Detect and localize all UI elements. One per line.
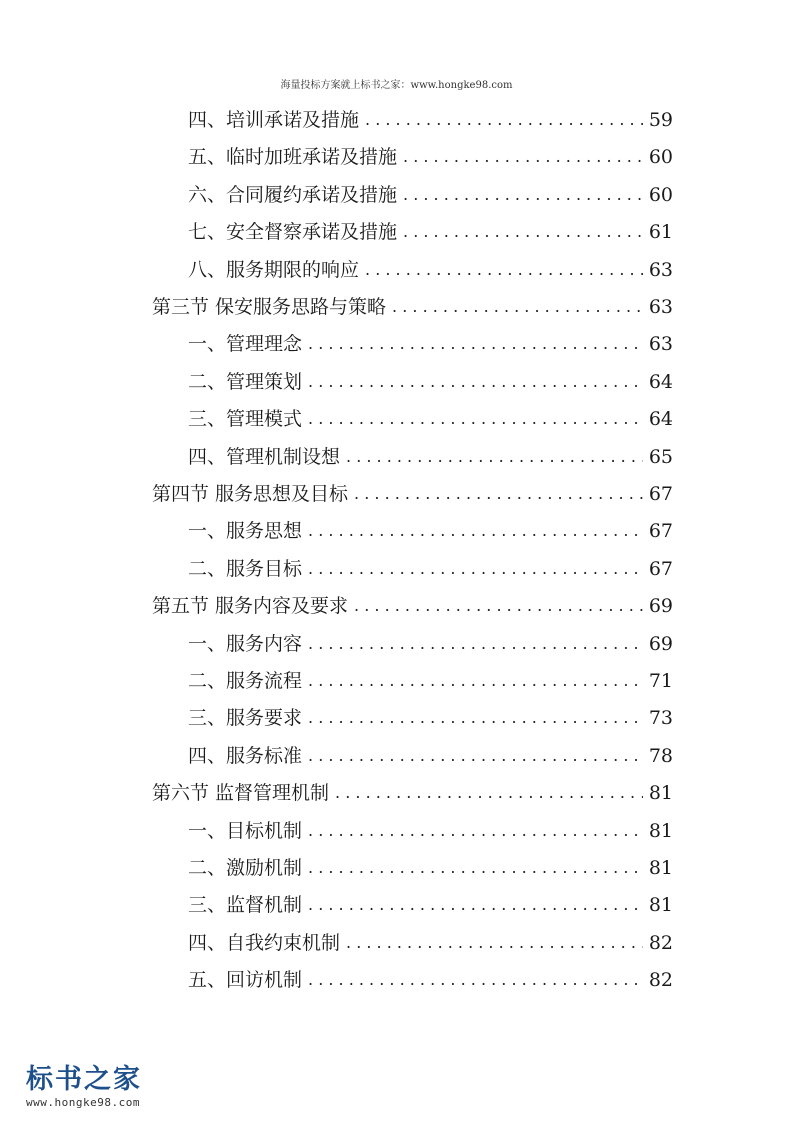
toc-entry[interactable]: [152, 477, 673, 511]
toc-dot-leader: [308, 514, 643, 548]
toc-entry-label: 四、管理机制设想: [188, 445, 341, 468]
toc-entry[interactable]: [188, 178, 673, 212]
toc-entry[interactable]: [152, 290, 673, 324]
toc-entry-page: 67: [648, 483, 673, 505]
toc-entry[interactable]: [188, 627, 673, 661]
toc-entry-page: 82: [648, 931, 673, 954]
toc-entry-page: 81: [648, 894, 673, 917]
toc-dot-leader: [335, 776, 643, 810]
toc-entry-label: 八、服务期限的响应: [188, 258, 360, 281]
toc-entry[interactable]: [188, 327, 673, 361]
toc-entry[interactable]: [188, 926, 673, 960]
toc-entry[interactable]: [188, 701, 673, 735]
toc-entry[interactable]: [152, 776, 673, 810]
toc-dot-leader: [403, 215, 643, 249]
toc-dot-leader: [308, 701, 643, 735]
toc-entry-page: 64: [648, 408, 673, 431]
toc-dot-leader: [308, 627, 643, 661]
toc-entry-label: 四、培训承诺及措施: [188, 109, 360, 131]
toc-entry-label: 第四节 服务思想及目标: [152, 483, 349, 505]
toc-entry-label: 三、监督机制: [188, 894, 303, 917]
toc-entry[interactable]: [188, 963, 673, 997]
toc-entry-page: 60: [648, 146, 673, 169]
toc-entry[interactable]: [188, 888, 673, 922]
toc-entry[interactable]: [188, 140, 673, 174]
toc-entry-label: 二、激励机制: [188, 857, 303, 879]
toc-entry-page: 60: [648, 183, 673, 206]
toc-entry-page: 81: [648, 857, 673, 879]
footer-logo: [26, 1064, 166, 1110]
toc-entry-label: 四、服务标准: [188, 744, 303, 767]
toc-dot-leader: [308, 814, 643, 848]
toc-entry-label: 第六节 监督管理机制: [152, 782, 330, 805]
toc-dot-leader: [308, 664, 643, 698]
toc-entry-page: 82: [648, 969, 673, 992]
toc-entry-page: 81: [648, 782, 673, 805]
toc-entry[interactable]: [188, 552, 673, 586]
toc-entry[interactable]: [188, 365, 673, 399]
toc-entry-label: 六、合同履约承诺及措施: [188, 183, 398, 206]
toc-entry[interactable]: [188, 215, 673, 249]
toc-entry-page: 78: [648, 744, 673, 767]
toc-entry[interactable]: [188, 402, 673, 436]
toc-dot-leader: [365, 253, 643, 287]
toc-dot-leader: [308, 327, 643, 361]
toc-dot-leader: [392, 290, 643, 324]
toc-entry-page: 64: [648, 370, 673, 393]
logo-url: www.hongke98.com: [26, 1096, 140, 1109]
toc-entry-page: 73: [648, 707, 673, 730]
toc-entry-page: 81: [648, 819, 673, 842]
toc-entry-page: 63: [648, 296, 673, 318]
toc-entry-label: 一、目标机制: [188, 819, 303, 842]
toc-entry-page: 63: [648, 258, 673, 281]
toc-dot-leader: [354, 589, 643, 623]
toc-entry-label: 五、回访机制: [188, 969, 303, 992]
toc-dot-leader: [308, 365, 643, 399]
toc-entry[interactable]: [188, 851, 673, 885]
toc-entry[interactable]: [152, 589, 673, 623]
toc-dot-leader: [403, 140, 643, 174]
toc-dot-leader: [308, 552, 643, 586]
toc-entry[interactable]: [188, 103, 673, 137]
toc-entry-label: 二、管理策划: [188, 370, 303, 393]
toc-dot-leader: [354, 477, 643, 511]
toc-entry[interactable]: [188, 814, 673, 848]
toc-entry-label: 一、服务思想: [188, 520, 303, 543]
toc-entry-label: 二、服务目标: [188, 557, 303, 580]
toc-entry[interactable]: [188, 253, 673, 287]
toc-entry-label: 一、管理理念: [188, 333, 303, 356]
toc-dot-leader: [403, 178, 643, 212]
logo-text: 标书之家: [26, 1064, 142, 1095]
toc-entry[interactable]: [188, 440, 673, 474]
toc-entry-label: 第五节 服务内容及要求: [152, 595, 349, 618]
toc-entry-label: 第三节 保安服务思路与策略: [152, 296, 387, 318]
toc-entry-label: 一、服务内容: [188, 632, 303, 655]
page-header: 海量投标方案就上标书之家：www.hongke98.com: [280, 80, 513, 91]
toc-dot-leader: [308, 888, 643, 922]
toc-entry[interactable]: [188, 514, 673, 548]
toc-entry-label: 三、管理模式: [188, 408, 303, 431]
toc-dot-leader: [365, 103, 643, 137]
toc-entry-label: 二、服务流程: [188, 670, 303, 692]
toc-entry-page: 69: [648, 595, 673, 618]
toc-dot-leader: [346, 440, 643, 474]
toc-entry-page: 69: [648, 632, 673, 655]
toc-entry-label: 四、自我约束机制: [188, 931, 341, 954]
toc-dot-leader: [308, 402, 643, 436]
toc-entry-page: 59: [648, 109, 673, 131]
toc-entry-page: 71: [648, 670, 673, 692]
toc-entry-page: 65: [648, 445, 673, 468]
toc-entry[interactable]: [188, 664, 673, 698]
toc-dot-leader: [346, 926, 643, 960]
toc-dot-leader: [308, 851, 643, 885]
toc-entry[interactable]: [188, 739, 673, 773]
toc-entry-label: 三、服务要求: [188, 707, 303, 730]
toc-dot-leader: [308, 739, 643, 773]
toc-dot-leader: [308, 963, 643, 997]
toc-entry-page: 63: [648, 333, 673, 356]
toc-entry-label: 七、安全督察承诺及措施: [188, 221, 398, 244]
toc-entry-page: 67: [648, 557, 673, 580]
toc-entry-page: 67: [648, 520, 673, 543]
toc-entry-page: 61: [648, 221, 673, 244]
toc-entry-label: 五、临时加班承诺及措施: [188, 146, 398, 169]
